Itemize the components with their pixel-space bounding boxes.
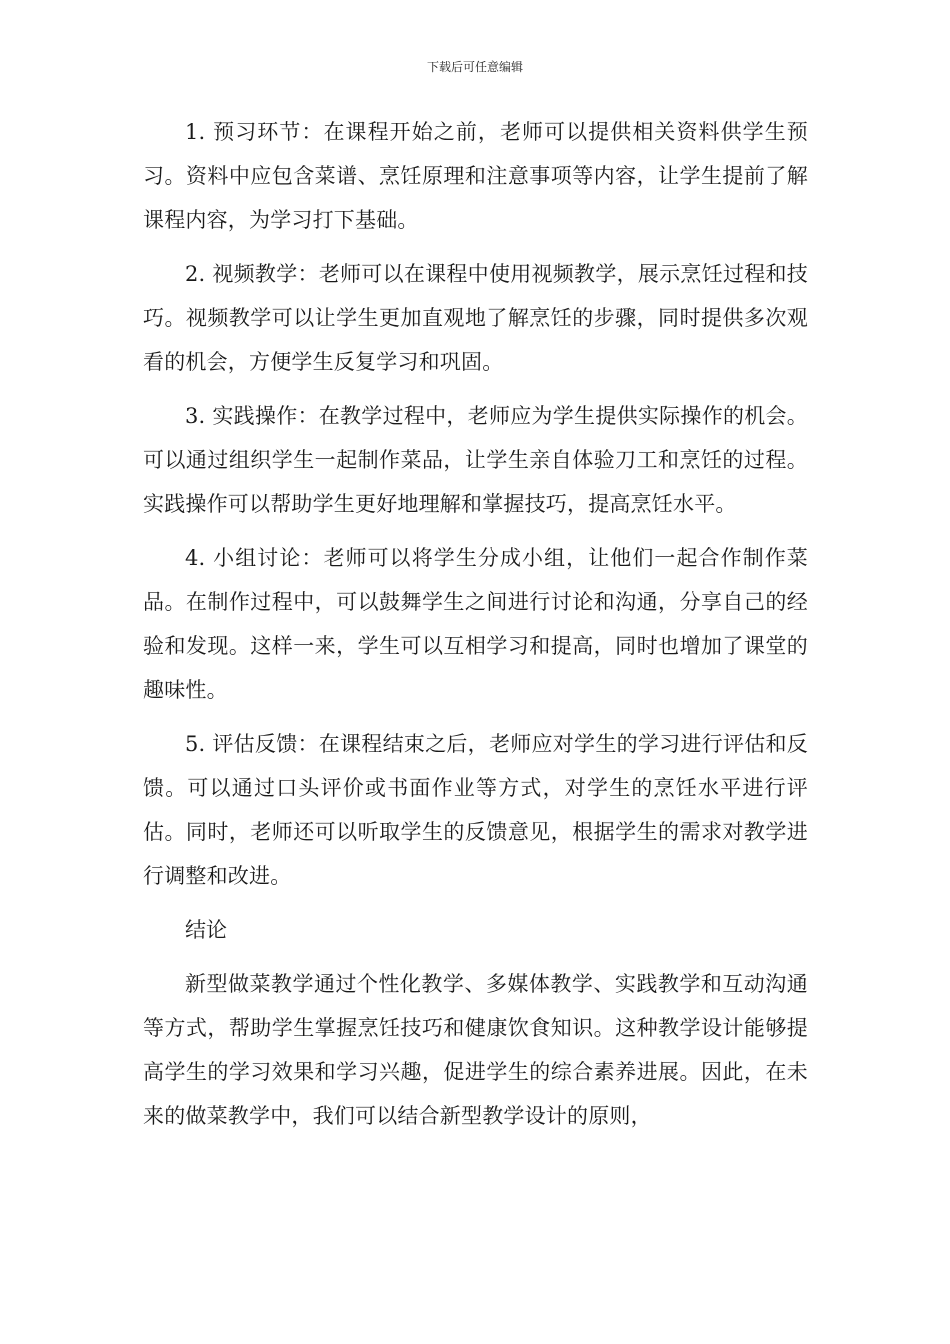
document-body [143, 110, 808, 1148]
paragraph-video-teaching: 2. 视频教学：老师可以在课程中使用视频教学，展示烹饪过程和技巧。视频教学可以让学生更加直观地了解烹饪的步骤，同时提供多次观看的机会，方便学生反复学习和巩固。 [143, 262, 808, 374]
conclusion-heading: 结论 [185, 918, 227, 942]
paragraph-practice: 3. 实践操作：在教学过程中，老师应为学生提供实际操作的机会。可以通过组织学生一起制作菜品，让学生亲自体验刀工和烹饪的过程。实践操作可以帮助学生更好地理解和掌握技巧，提高烹饪水平。 [143, 404, 808, 516]
paragraph-group-discussion: 4. 小组讨论：老师可以将学生分成小组，让他们一起合作制作菜品。在制作过程中，可以鼓舞学生之间进行讨论和沟通，分享自己的经验和发现。这样一来，学生可以互相学习和提高，同时也增加了课堂的趣味性。 [143, 546, 808, 702]
paragraph-preview: 1. 预习环节：在课程开始之前，老师可以提供相关资料供学生预习。资料中应包含菜谱、烹饪原理和注意事项等内容，让学生提前了解课程内容，为学习打下基础。 [143, 120, 808, 232]
paragraph-evaluation: 5. 评估反馈：在课程结束之后，老师应对学生的学习进行评估和反馈。可以通过口头评价或书面作业等方式，对学生的烹饪水平进行评估。同时，老师还可以听取学生的反馈意见，根据学生的需求对教学进行调整和改进。 [143, 732, 808, 888]
conclusion-paragraph: 新型做菜教学通过个性化教学、多媒体教学、实践教学和互动沟通等方式，帮助学生掌握烹饪技巧和健康饮食知识。这种教学设计能够提高学生的学习效果和学习兴趣，促进学生的综合素养进展。因此，在未来的做菜教学中，我们可以结合新型教学设计的原则， [143, 972, 808, 1128]
page-header: 下载后可任意编辑 [426, 60, 523, 74]
